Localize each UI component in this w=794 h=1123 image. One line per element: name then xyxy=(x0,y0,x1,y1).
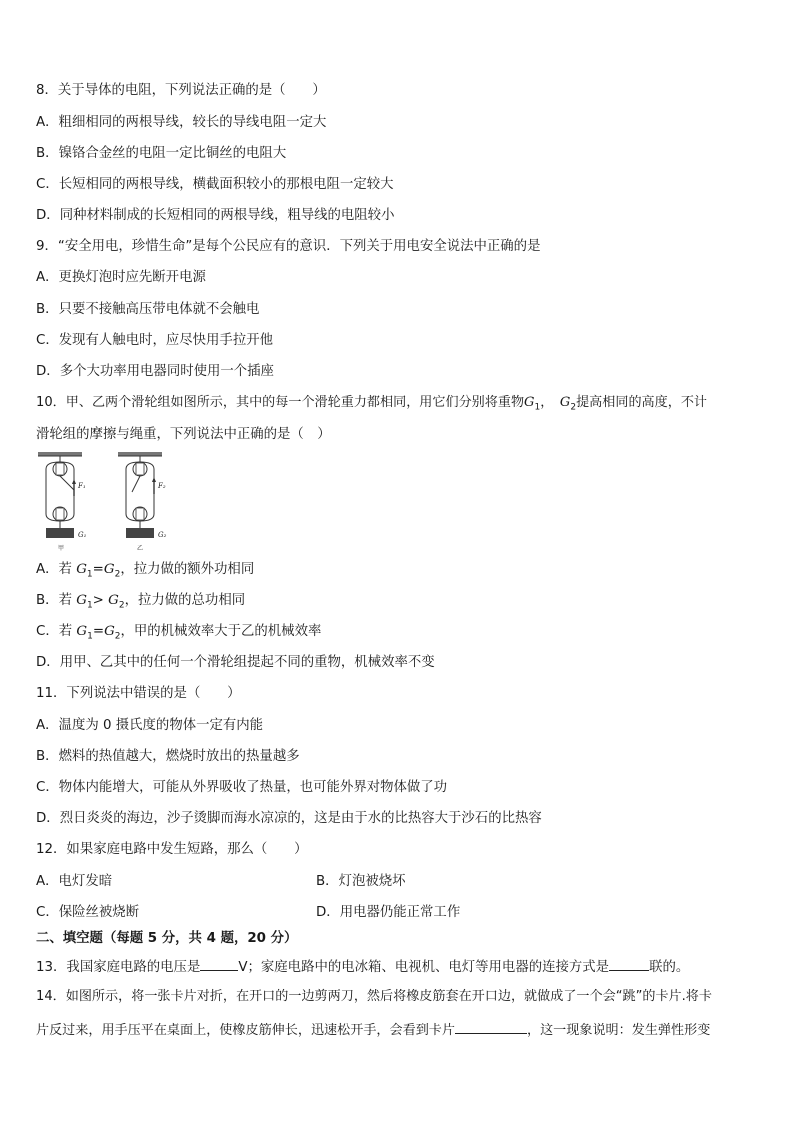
q13-blank-voltage xyxy=(200,956,238,971)
q10-stem-line1: 10．甲、乙两个滑轮组如图所示，其中的每一个滑轮重力都相同，用它们分别将重物$G_1$， $G_2$提高相同的高度，不计 xyxy=(36,395,708,413)
q11-option-d: D．烈日炎炎的海边，沙子烫脚而海水凉凉的，这是由于水的比热容大于沙石的比热容 xyxy=(36,811,542,826)
q11-option-b: B．燃料的热值越大，燃烧时放出的热量越多 xyxy=(36,749,300,764)
q9-stem: 9．“安全用电，珍惜生命”是每个公民应有的意识．下列关于用电安全说法中正确的是 xyxy=(36,239,541,254)
q11-option-c: C．物体内能增大，可能从外界吸收了热量，也可能外界对物体做了功 xyxy=(36,780,448,795)
pulley-system-jia xyxy=(38,452,87,552)
q10-option-d: D．用甲、乙其中的任何一个滑轮组提起不同的重物，机械效率不变 xyxy=(36,655,435,670)
q8-option-c: C．长短相同的两根导线，横截面积较小的那根电阻一定较大 xyxy=(36,177,394,192)
q11-stem: 11．下列说法中错误的是（ ） xyxy=(36,686,241,701)
section-heading-fill-in: 二、填空题（每题 5 分，共 4 题，20 分） xyxy=(36,931,298,946)
q14-blank xyxy=(455,1019,527,1034)
label-jia: 甲 xyxy=(58,545,65,552)
q14-line2: 片反过来，用手压平在桌面上，使橡皮筋伸长，迅速松开手，会看到卡片 ，这一现象说明：发生弹性形变 xyxy=(36,1019,710,1040)
q9-option-a: A．更换灯泡时应先断开电源 xyxy=(36,270,206,285)
q9-option-d: D．多个大功率用电器同时使用一个插座 xyxy=(36,364,274,379)
q9-option-c: C．发现有人触电时，应尽快用手拉开他 xyxy=(36,333,273,348)
label-yi: 乙 xyxy=(137,545,144,552)
q12-option-c: C．保险丝被烧断 xyxy=(36,905,140,920)
q12-option-a: A．电灯发暗 xyxy=(36,874,113,889)
q8-option-d: D．同种材料制成的长短相同的两根导线，粗导线的电阻较小 xyxy=(36,208,395,223)
q9-option-b: B．只要不接触高压带电体就不会触电 xyxy=(36,302,260,317)
q11-option-a: A．温度为 0 摄氏度的物体一定有内能 xyxy=(36,718,264,733)
q10-option-a: A．若 $G_1=G_2$，拉力做的额外功相同 xyxy=(36,562,255,580)
q14-line1: 14．如图所示，将一张卡片对折，在开口的一边剪两刀，然后将橡皮筋套在开口边，就做成了一个会“跳”的卡片.将卡 xyxy=(36,989,712,1004)
pulley-system-yi xyxy=(118,452,167,552)
f2-label: F₂ xyxy=(158,482,166,490)
q8-option-a: A．粗细相同的两根导线，较长的导线电阻一定大 xyxy=(36,115,327,130)
q13-text: 13．我国家庭电路的电压是 V；家庭电路中的电冰箱、电视机、电灯等用电器的连接方式是 联的。 xyxy=(36,956,689,977)
pulley-figure xyxy=(36,452,186,552)
q13-blank-connection xyxy=(609,956,649,971)
q8-option-b: B．镍铬合金丝的电阻一定比铜丝的电阻大 xyxy=(36,146,287,161)
q12-option-b: B．灯泡被烧坏 xyxy=(316,874,406,889)
g1-label: G₁ xyxy=(78,531,87,539)
q8-stem: 8．关于导体的电阻，下列说法正确的是（ ） xyxy=(36,83,326,98)
q12-stem: 12．如果家庭电路中发生短路，那么（ ） xyxy=(36,842,308,857)
q10-option-b: B．若 $G_1> G_2$，拉力做的总功相同 xyxy=(36,593,246,611)
q10-g2-symbol: G xyxy=(559,395,571,410)
q10-stem-line2: 滑轮组的摩擦与绳重，下列说法中正确的是（ ） xyxy=(36,427,331,442)
q10-g1-symbol: G xyxy=(524,395,535,410)
g2-label: G₂ xyxy=(158,531,167,539)
q12-option-d: D．用电器仍能正常工作 xyxy=(316,905,461,920)
f1-label: F₁ xyxy=(78,482,86,490)
q10-option-c: C．若 $G_1=G_2$，甲的机械效率大于乙的机械效率 xyxy=(36,624,322,642)
